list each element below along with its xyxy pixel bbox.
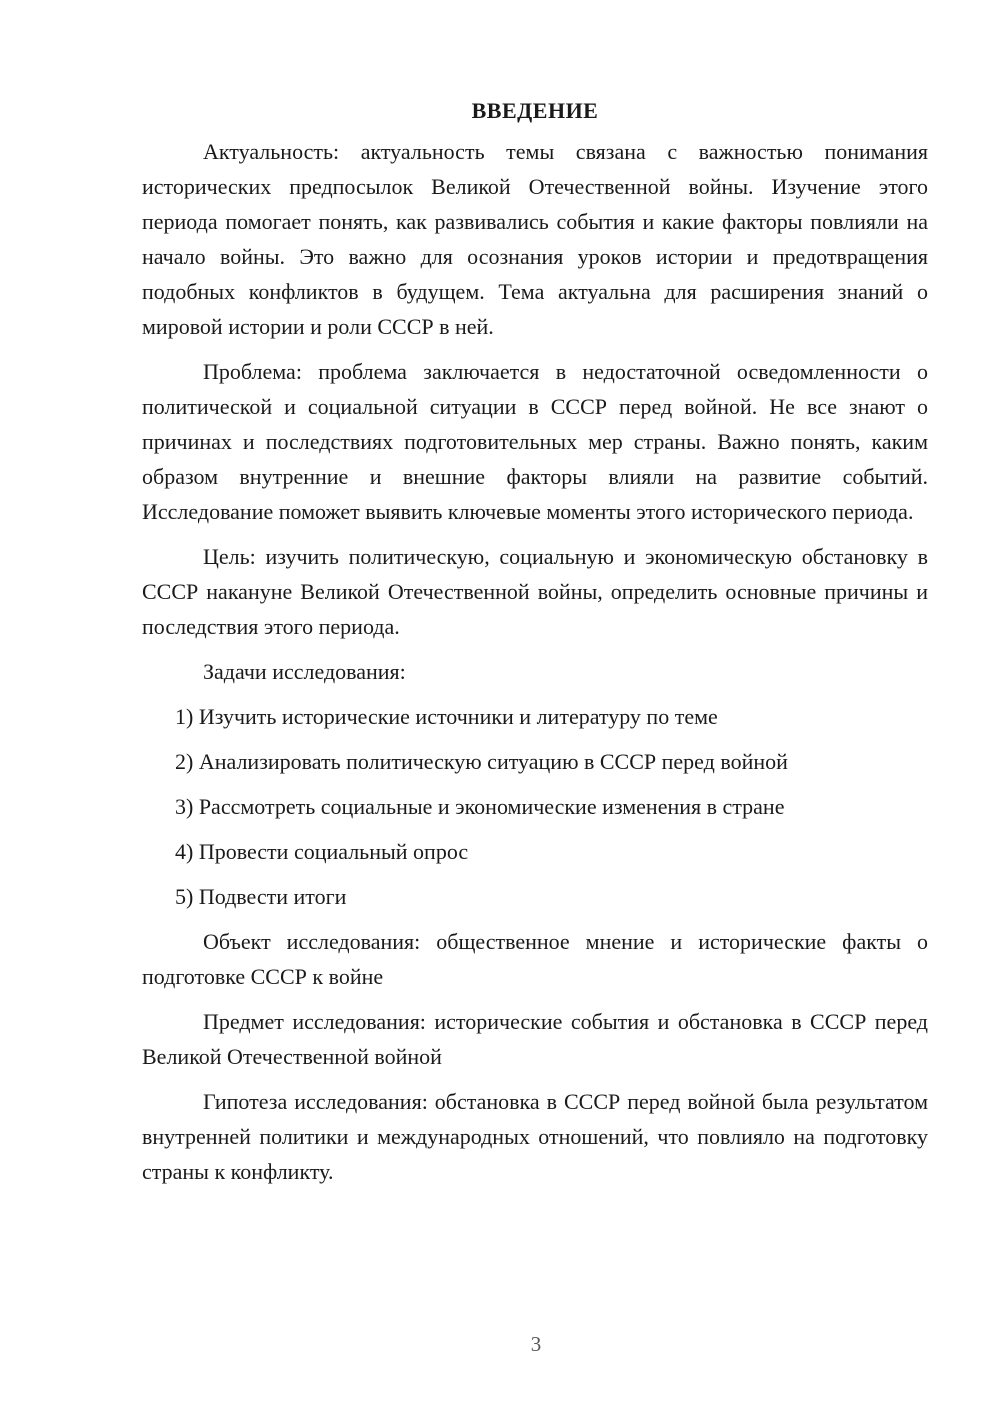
page-number: 3 <box>530 1332 542 1356</box>
hypothesis-paragraph: Гипотеза исследования: обстановка в СССР перед войной была результатом внутренней политики и международных отношений, что повлияло на подготовку страны к конфликту. <box>142 1089 928 1184</box>
subject-paragraph: Предмет исследования: исторические события и обстановка в СССР перед Великой Отечественной войной <box>142 1009 928 1069</box>
tasks-list <box>142 699 928 914</box>
task-item: 4) Провести социальный опрос <box>175 839 469 864</box>
task-item: 3) Рассмотреть социальные и экономические изменения в стране <box>175 794 785 819</box>
problem-paragraph: Проблема: проблема заключается в недостаточной осведомленности о политической и социальной ситуации в СССР перед войной. Не все знают о причинах и последствиях подготовительных мер страны. Важно понять, каким образом внутренние и внешние факторы влияли на развитие событий. Исследование поможет выявить ключевые моменты этого исторического периода. <box>142 359 928 524</box>
object-paragraph: Объект исследования: общественное мнение и исторические факты о подготовке СССР к войне <box>142 929 928 989</box>
relevance-paragraph: Актуальность: актуальность темы связана с важностью понимания исторических предпосылок Великой Отечественной войны. Изучение этого периода помогает понять, как развивались события и какие факторы повлияли на начало войны. Это важно для осознания уроков истории и предотвращения подобных конфликтов в будущем. Тема актуальна для расширения знаний о мировой истории и роли СССР в ней. <box>142 139 928 339</box>
tasks-heading: Задачи исследования: <box>203 659 406 684</box>
goal-paragraph: Цель: изучить политическую, социальную и экономическую обстановку в СССР накануне Великой Отечественной войны, определить основные причины и последствия этого периода. <box>142 544 928 639</box>
document-title: ВВЕДЕНИЕ <box>471 98 599 123</box>
task-item: 5) Подвести итоги <box>175 884 347 909</box>
page-content <box>142 96 928 1199</box>
task-item: 2) Анализировать политическую ситуацию в СССР перед войной <box>175 749 788 774</box>
task-item: 1) Изучить исторические источники и литературу по теме <box>175 704 718 729</box>
